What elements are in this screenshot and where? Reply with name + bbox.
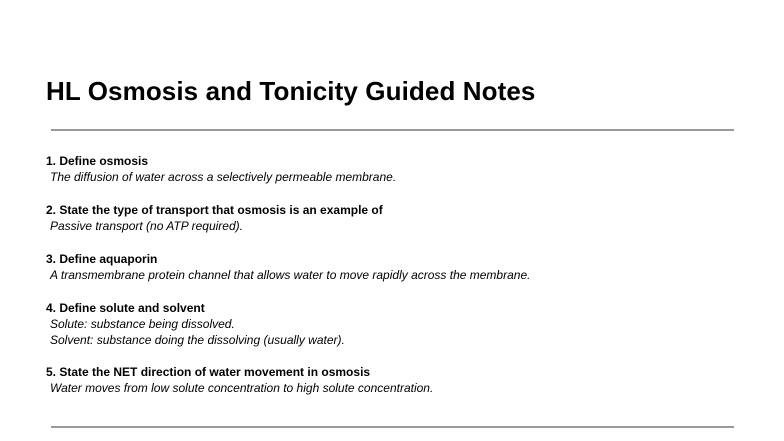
answer-text: Passive transport (no ATP required). [50, 219, 243, 233]
answer-text: A transmembrane protein channel that allows water to move rapidly across the membrane. [50, 268, 531, 282]
bottom-divider [51, 426, 734, 428]
question-list [46, 153, 746, 413]
answer-text: Water moves from low solute concentration to high solute concentration. [50, 381, 434, 395]
question-label: 3. Define aquaporin [46, 252, 158, 266]
question-label: 1. Define osmosis [46, 154, 149, 168]
question-label: 4. Define solute and solvent [46, 301, 205, 315]
answer-text: The diffusion of water across a selectively permeable membrane. [50, 170, 397, 184]
question-item [46, 153, 746, 185]
page-title: HL Osmosis and Tonicity Guided Notes [46, 76, 536, 106]
question-item [46, 364, 746, 396]
title-divider [51, 129, 734, 131]
question-label: 5. State the NET direction of water movement in osmosis [46, 365, 371, 379]
answer-text: Solute: substance being dissolved. [50, 317, 235, 331]
question-item [46, 300, 746, 348]
question-item [46, 202, 746, 234]
question-label: 2. State the type of transport that osmosis is an example of [46, 203, 383, 217]
question-item [46, 251, 746, 283]
answer-text: Solvent: substance doing the dissolving (usually water). [50, 333, 345, 347]
